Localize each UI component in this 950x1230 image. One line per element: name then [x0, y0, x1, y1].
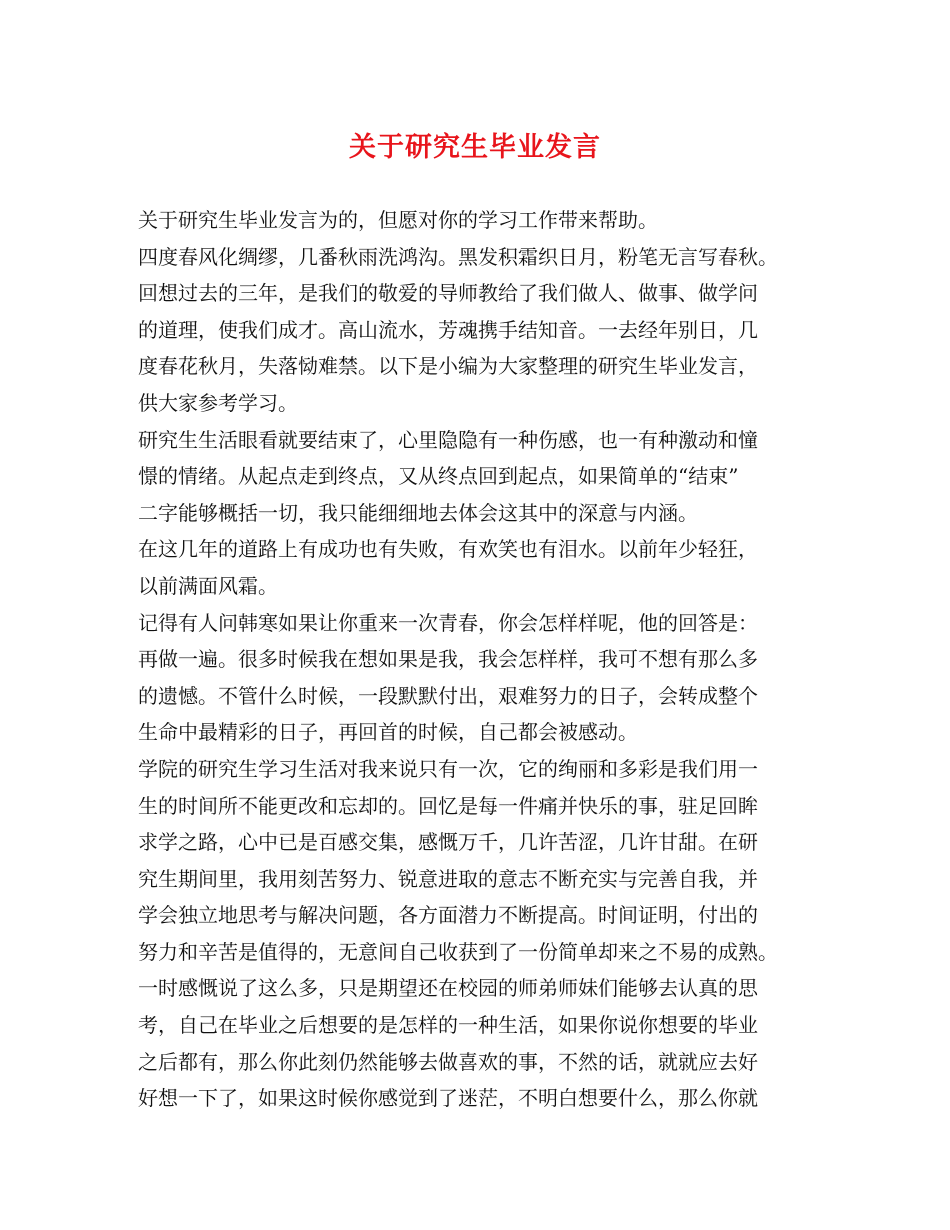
body-line: 研究生生活眼看就要结束了，心里隐隐有一种伤感，也一有种激动和憧 [138, 427, 758, 452]
body-line: 憬的情绪。从起点走到终点，又从终点回到起点，如果简单的“结束” [138, 464, 739, 489]
body-line: 一时感慨说了这么多，只是期望还在校园的师弟师妹们能够去认真的思 [138, 976, 758, 1001]
document-title: 关于研究生毕业发言 [349, 132, 601, 163]
body-line: 生命中最精彩的日子，再回首的时候，自己都会被感动。 [138, 720, 638, 745]
body-line: 在这几年的道路上有成功也有失败，有欢笑也有泪水。以前年少轻狂， [138, 537, 758, 562]
body-line: 再做一遍。很多时候我在想如果是我，我会怎样样，我可不想有那么多 [138, 647, 758, 672]
body-line: 的遗憾。不管什么时候，一段默默付出，艰难努力的日子，会转成整个 [138, 683, 758, 708]
body-line: 生的时间所不能更改和忘却的。回忆是每一件痛并快乐的事，驻足回眸 [138, 793, 758, 818]
body-line: 四度春风化绸缪，几番秋雨洗鸿沟。黑发积霜织日月，粉笔无言写春秋。 [138, 244, 778, 269]
body-line: 以前满面风霜。 [138, 573, 278, 598]
body-line: 考，自己在毕业之后想要的是怎样的一种生活，如果你说你想要的毕业 [138, 1013, 758, 1038]
body-line: 好想一下了，如果这时候你感觉到了迷茫，不明白想要什么，那么你就 [138, 1086, 758, 1111]
body-line: 关于研究生毕业发言为的，但愿对你的学习工作带来帮助。 [138, 208, 658, 232]
body-line: 的道理，使我们成才。高山流水，芳魂携手结知音。一去经年别日，几 [138, 317, 758, 342]
body-line: 求学之路，心中已是百感交集，感慨万千，几许苦涩，几许甘甜。在研 [138, 830, 758, 855]
body-line: 回想过去的三年，是我们的敬爱的导师教给了我们做人、做事、做学问 [138, 281, 758, 306]
body-line: 究生期间里，我用刻苦努力、锐意进取的意志不断充实与完善自我，并 [138, 866, 758, 891]
document-body [138, 202, 838, 1117]
body-line: 二字能够概括一切，我只能细细地去体会这其中的深意与内涵。 [138, 500, 698, 525]
body-line: 努力和辛苦是值得的，无意间自己收获到了一份简单却来之不易的成熟。 [138, 939, 778, 964]
body-line: 学会独立地思考与解决问题，各方面潜力不断提高。时间证明，付出的 [138, 903, 758, 928]
body-line: 之后都有，那么你此刻仍然能够去做喜欢的事，不然的话，就就应去好 [138, 1049, 758, 1074]
body-line: 度春花秋月，失落恸难禁。以下是小编为大家整理的研究生毕业发言， [138, 354, 758, 379]
body-line: 供大家参考学习。 [138, 390, 298, 415]
body-line: 学院的研究生学习生活对我来说只有一次，它的绚丽和多彩是我们用一 [138, 756, 758, 781]
body-line: 记得有人问韩寒如果让你重来一次青春，你会怎样样呢，他的回答是： [138, 610, 758, 635]
